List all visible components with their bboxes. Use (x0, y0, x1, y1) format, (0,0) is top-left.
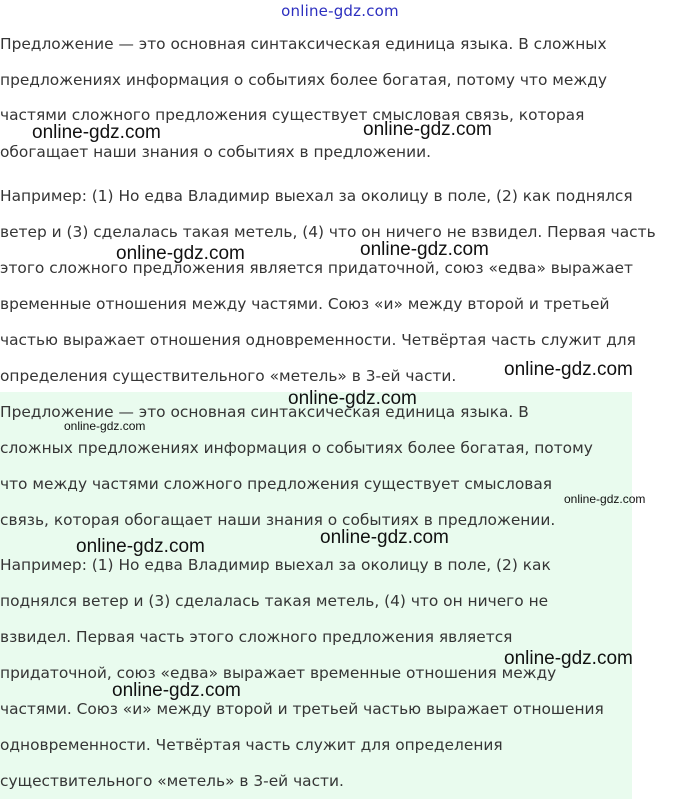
text-line: придаточной, союз «едва» выражает временные отношения между (0, 664, 557, 682)
text-line: Предложение — это основная синтаксическая единица языка. В (0, 403, 529, 421)
text-line: определения существительного «метель» в 3-ей части. (0, 367, 457, 385)
text-line: взвидел. Первая часть этого сложного предложения является (0, 628, 513, 646)
text-line: временные отношения между частями. Союз «и» между второй и третьей (0, 295, 610, 313)
text-line: частью выражает отношения одновременности. Четвёртая часть служит для (0, 331, 636, 349)
text-line: этого сложного предложения является придаточной, союз «едва» выражает (0, 259, 633, 277)
watermark: online-gdz.com (116, 243, 245, 264)
text-line: ветер и (3) сделалась такая метель, (4) что он ничего не взвидел. Первая часть (0, 223, 656, 241)
text-line: частями сложного предложения существует смысловая связь, которая (0, 106, 585, 124)
watermark: online-gdz.com (504, 359, 633, 380)
header-watermark: online-gdz.com (281, 2, 399, 20)
text-line: что между частями сложного предложения существует смысловая (0, 475, 553, 493)
watermark: online-gdz.com (360, 239, 489, 260)
watermark: online-gdz.com (32, 122, 161, 143)
text-line: Предложение — это основная синтаксическая единица языка. В сложных (0, 35, 607, 53)
watermark: online-gdz.com (112, 680, 241, 701)
text-line: одновременности. Четвёртая часть служит для определения (0, 736, 503, 754)
watermark: online-gdz.com (363, 119, 492, 140)
watermark: online-gdz.com (564, 492, 646, 506)
text-line: связь, которая обогащает наши знания о событиях в предложении. (0, 511, 556, 529)
text-line: предложениях информация о событиях более богатая, потому что между (0, 71, 607, 89)
watermark: online-gdz.com (288, 388, 417, 409)
watermark: online-gdz.com (504, 648, 633, 669)
text-line: Например: (1) Но едва Владимир выехал за околицу в поле, (2) как поднялся (0, 187, 633, 205)
text-line: сложных предложениях информация о событиях более богатая, потому (0, 439, 593, 457)
text-line: обогащает наши знания о событиях в предложении. (0, 143, 431, 161)
watermark: online-gdz.com (76, 536, 205, 557)
watermark: online-gdz.com (64, 419, 146, 433)
watermark: online-gdz.com (320, 527, 449, 548)
text-line: поднялся ветер и (3) сделалась такая метель, (4) что он ничего не (0, 592, 549, 610)
text-line: Например: (1) Но едва Владимир выехал за околицу в поле, (2) как (0, 556, 551, 574)
text-line: частями. Союз «и» между второй и третьей частью выражает отношения (0, 700, 604, 718)
text-line: существительного «метель» в 3-ей части. (0, 772, 344, 790)
